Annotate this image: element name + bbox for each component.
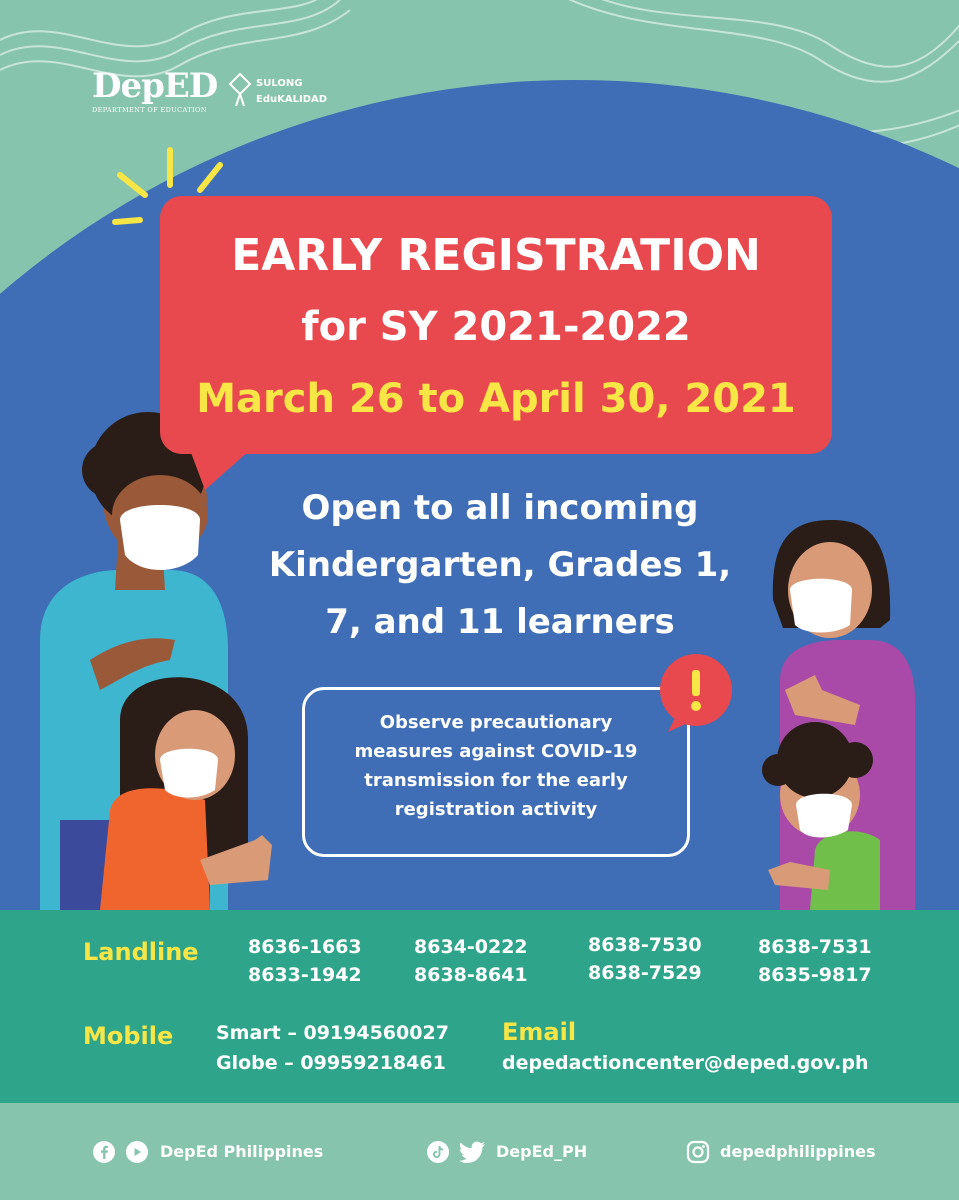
tiktok-icon[interactable] xyxy=(426,1140,450,1164)
campaign-line1: SULONG xyxy=(256,78,303,89)
instagram-handle[interactable]: depedphilippines xyxy=(720,1142,876,1161)
twitter-icon[interactable] xyxy=(458,1141,486,1163)
title-line1: EARLY REGISTRATION xyxy=(231,230,761,281)
precaution-line2: measures against COVID-19 xyxy=(354,741,638,762)
landline-number: 8634-0222 xyxy=(414,936,528,958)
tiktok-twitter-handle[interactable]: DepEd_PH xyxy=(496,1142,588,1161)
deped-wordmark: DepED xyxy=(92,66,218,106)
instagram-icon[interactable] xyxy=(686,1140,710,1164)
eligibility-line1: Open to all incoming xyxy=(301,488,699,528)
landline-number: 8633-1942 xyxy=(248,964,362,986)
precaution-line4: registration activity xyxy=(394,799,598,820)
precaution-line1: Observe precautionary xyxy=(379,712,613,733)
precaution-notice xyxy=(302,687,690,857)
facebook-icon[interactable] xyxy=(92,1140,116,1164)
youtube-icon[interactable] xyxy=(124,1140,150,1164)
exclamation-alert-icon xyxy=(654,650,738,734)
title-line2: for SY 2021-2022 xyxy=(301,304,691,350)
landline-number: 8638-7531 xyxy=(758,936,872,958)
email-address[interactable]: depedactioncenter@deped.gov.ph xyxy=(502,1052,869,1074)
registration-dates: March 26 to April 30, 2021 xyxy=(196,376,796,422)
eligibility-line3: 7, and 11 learners xyxy=(325,602,675,642)
landline-number: 8635-9817 xyxy=(758,964,872,986)
landline-number: 8636-1663 xyxy=(248,936,362,958)
landline-number: 8638-7530 xyxy=(588,934,702,956)
email-label: Email xyxy=(502,1018,577,1046)
landline-label: Landline xyxy=(83,938,199,966)
deped-subtitle: DEPARTMENT OF EDUCATION xyxy=(92,106,207,114)
mobile-label: Mobile xyxy=(83,1022,174,1050)
facebook-youtube-handle[interactable]: DepEd Philippines xyxy=(160,1142,324,1161)
mobile-globe-number: Globe – 09959218461 xyxy=(216,1052,446,1074)
campaign-line2: EduKALIDAD xyxy=(256,94,328,105)
eligibility-line2: Kindergarten, Grades 1, xyxy=(268,545,732,585)
precaution-line3: transmission for the early xyxy=(364,770,628,791)
mobile-smart-number: Smart – 09194560027 xyxy=(216,1022,449,1044)
landline-number: 8638-7529 xyxy=(588,962,702,984)
landline-number: 8638-8641 xyxy=(414,964,528,986)
